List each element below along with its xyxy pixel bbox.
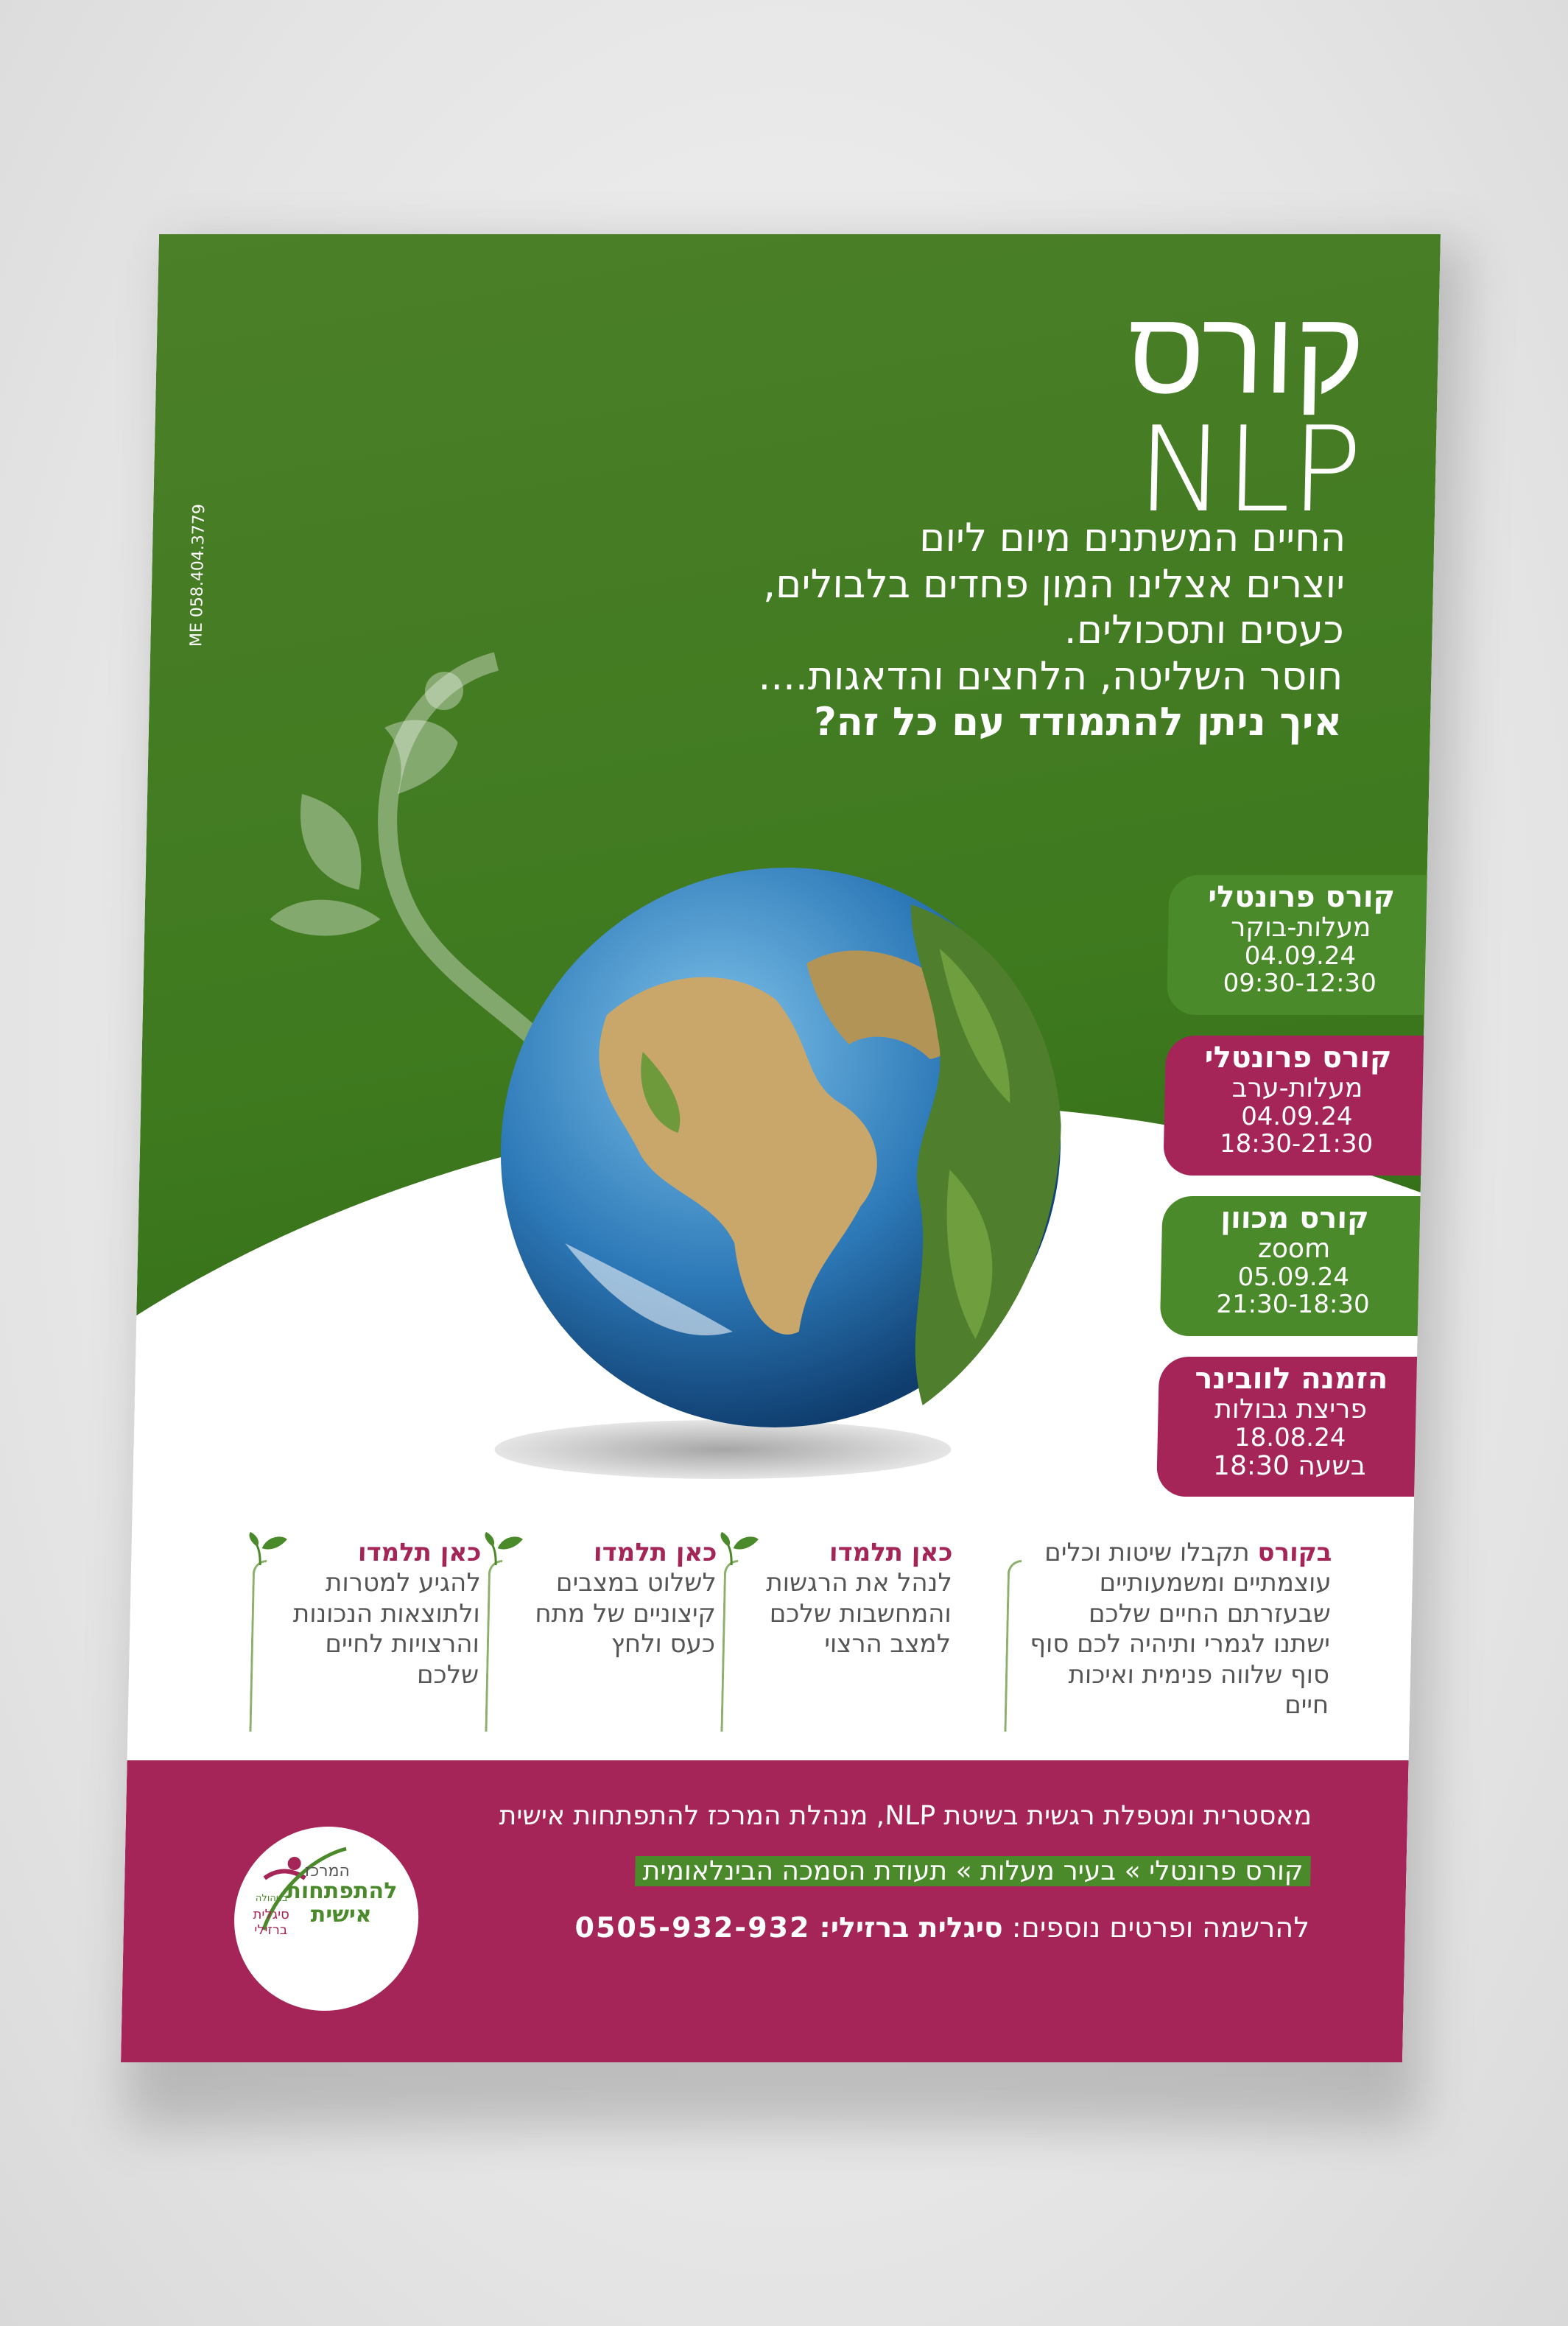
column-body: תקבלו שיטות וכלים עוצמתיים ומשמעותיים שבעזרתם החיים שלכם ישתנו לגמרי ותיהיה לכם סוף סוף שלווה פנימית ואיכות חיים (1029, 1538, 1332, 1721)
course-card[interactable] (1160, 1196, 1428, 1336)
card-time: 21:30-18:30 (1216, 1289, 1371, 1319)
center-logo (232, 1827, 420, 2011)
card-subtitle: מעלות-ערב (1231, 1073, 1363, 1103)
intro-line: כעסים ותסכולים. (1064, 608, 1345, 653)
info-column (249, 1538, 482, 1737)
contact-phone[interactable]: 0505-932-932 (574, 1911, 811, 1944)
course-card[interactable] (1167, 875, 1435, 1015)
earth-globe-icon (488, 860, 1074, 1435)
column-body: לנהל את הרגשות והמחשבות שלכם למצב הרצוי (765, 1568, 953, 1659)
side-code: ME 058.404.3779 (187, 504, 209, 647)
logo-main-text: להתפתחות אישית (286, 1878, 398, 1928)
card-heading: קורס פרונטלי (1207, 880, 1396, 914)
logo-name-text: סיגלית ברזילי (253, 1907, 290, 1938)
footer-line-1: מאסטרית ומטפלת רגשית בשיטת NLP, מנהלת המרכז להתפתחות אישית (499, 1801, 1312, 1831)
footer-line-2: קורס פרונטלי » בעיר מעלות » תעודת הסמכה הבינלאומית (635, 1856, 1311, 1886)
column-heading: כאן תלמדו (829, 1538, 953, 1567)
card-heading: קורס פרונטלי (1204, 1041, 1392, 1075)
card-date: 04.09.24 (1244, 941, 1357, 971)
column-divider (249, 1560, 267, 1732)
column-text (1005, 1538, 1332, 1721)
intro-line: יוצרים אצלינו המון פחדים בלבולים, (762, 561, 1346, 607)
webinar-card[interactable] (1156, 1357, 1424, 1497)
intro-line: חוסר השליטה, הלחצים והדאגות.... (758, 653, 1344, 699)
info-column (485, 1538, 717, 1737)
card-date: 05.09.24 (1237, 1262, 1350, 1292)
column-divider (485, 1560, 502, 1732)
footer-banner (121, 1760, 1409, 2062)
sprout-icon (245, 1532, 290, 1569)
card-time: בשעה 18:30 (1212, 1450, 1367, 1481)
logo-small-text: בניהולה (255, 1893, 288, 1904)
card-date: 18.08.24 (1234, 1422, 1346, 1452)
column-heading: כאן תלמדו (357, 1538, 482, 1567)
flyer (121, 234, 1441, 2062)
footer-contact (574, 1911, 1309, 1944)
card-date: 04.09.24 (1240, 1101, 1354, 1131)
column-heading: בקורס (1257, 1538, 1332, 1567)
column-divider (720, 1560, 738, 1732)
contact-name: סיגלית ברזילי: (819, 1911, 1004, 1944)
column-heading: כאן תלמדו (593, 1538, 717, 1567)
card-heading: הזמנה לוובינר (1194, 1362, 1388, 1396)
card-subtitle: פריצת גבולות (1214, 1394, 1368, 1424)
column-body: לשלוט במצבים קיצוניים של מתח כעס ולחץ (535, 1568, 717, 1659)
card-time: 18:30-21:30 (1219, 1128, 1374, 1159)
info-column (720, 1538, 953, 1737)
poster-title (1124, 283, 1366, 538)
contact-prefix: להרשמה ופרטים נוספים: (1011, 1911, 1310, 1944)
card-time: 09:30-12:30 (1223, 968, 1377, 998)
card-subtitle: zoom (1257, 1234, 1331, 1264)
card-subtitle: מעלות-בוקר (1230, 913, 1371, 943)
title-line-1: קורס (1126, 283, 1366, 421)
intro-question: איך ניתן להתמודד עם כל זה? (813, 700, 1343, 745)
sprout-icon (717, 1532, 762, 1569)
column-body: להגיע למטרות ולתוצאות הנכונות והרצויות לחיים שלכם (292, 1568, 482, 1690)
card-heading: קורס מכוון (1220, 1201, 1370, 1235)
logo-top-text: המרכז (304, 1862, 351, 1880)
course-card[interactable] (1163, 1036, 1431, 1176)
sprout-icon (481, 1532, 526, 1569)
intro-text (678, 516, 1346, 746)
title-line-2: NLP (1136, 401, 1364, 538)
intro-line: החיים המשתנים מיום ליום (918, 516, 1346, 561)
info-column-course (1004, 1538, 1332, 1737)
course-cards (1156, 875, 1435, 1517)
